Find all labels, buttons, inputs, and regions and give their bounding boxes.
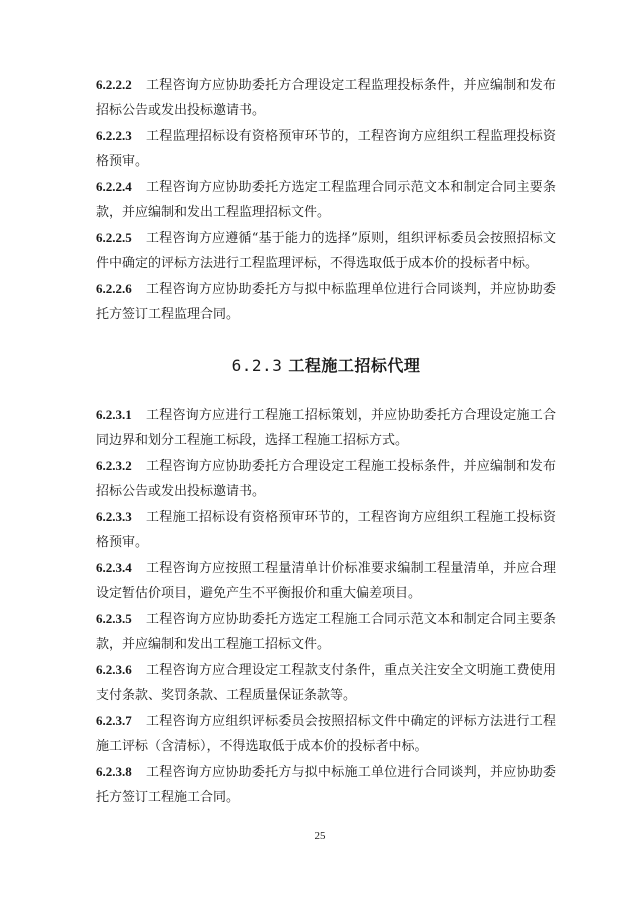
clause-number: 6.2.3.6 bbox=[96, 662, 132, 677]
clause-text: 工程咨询方应进行工程施工招标策划，并应协助委托方合理设定施工合同边界和划分工程施工标段，选择工程施工招标方式。 bbox=[96, 408, 556, 448]
clause-6-2-3-6 bbox=[96, 657, 556, 708]
section-heading bbox=[96, 353, 556, 376]
page-content bbox=[96, 72, 556, 810]
clause-6-2-2-6 bbox=[96, 276, 556, 327]
clause-6-2-3-4 bbox=[96, 555, 556, 606]
clause-number: 6.2.2.2 bbox=[96, 77, 132, 92]
clause-text: 工程咨询方应协助委托方选定工程施工合同示范文本和制定合同主要条款，并应编制和发出工程施工招标文件。 bbox=[96, 612, 556, 652]
clause-text: 工程施工招标设有资格预审环节的，工程咨询方应组织工程施工投标资格预审。 bbox=[96, 510, 556, 550]
clause-text: 工程咨询方应协助委托方合理设定工程监理投标条件，并应编制和发布招标公告或发出投标邀请书。 bbox=[96, 78, 556, 118]
clause-number: 6.2.2.3 bbox=[96, 128, 132, 143]
clause-6-2-3-3 bbox=[96, 504, 556, 555]
clause-number: 6.2.2.4 bbox=[96, 179, 132, 194]
clause-number: 6.2.3.2 bbox=[96, 458, 132, 473]
clause-text: 工程咨询方应协助委托方与拟中标监理单位进行合同谈判，并应协助委托方签订工程监理合同。 bbox=[96, 282, 556, 322]
clause-number: 6.2.3.3 bbox=[96, 509, 132, 524]
clause-number: 6.2.3.7 bbox=[96, 713, 132, 728]
section-title: 工程施工招标代理 bbox=[288, 356, 421, 375]
clause-6-2-2-3 bbox=[96, 123, 556, 174]
clause-text: 工程咨询方应协助委托方选定工程监理合同示范文本和制定合同主要条款，并应编制和发出工程监理招标文件。 bbox=[96, 180, 556, 220]
clause-6-2-2-5 bbox=[96, 225, 556, 276]
clause-text: 工程咨询方应遵循“基于能力的选择”原则，组织评标委员会按照招标文件中确定的评标方法进行工程监理评标，不得选取低于成本价的投标者中标。 bbox=[96, 231, 556, 271]
clause-text: 工程咨询方应合理设定工程款支付条件，重点关注安全文明施工费使用支付条款、奖罚条款、工程质量保证条款等。 bbox=[96, 663, 556, 703]
section-number: 6.2.3 bbox=[231, 356, 283, 375]
clause-number: 6.2.3.8 bbox=[96, 764, 132, 779]
clause-text: 工程咨询方应协助委托方与拟中标施工单位进行合同谈判，并应协助委托方签订工程施工合同。 bbox=[96, 765, 556, 805]
clause-list-6-2-3 bbox=[96, 402, 556, 810]
clause-6-2-3-1 bbox=[96, 402, 556, 453]
clause-number: 6.2.2.6 bbox=[96, 281, 132, 296]
clause-6-2-3-5 bbox=[96, 606, 556, 657]
clause-number: 6.2.3.4 bbox=[96, 560, 132, 575]
clause-6-2-3-8 bbox=[96, 759, 556, 810]
clause-list-6-2-2 bbox=[96, 72, 556, 327]
clause-number: 6.2.3.5 bbox=[96, 611, 132, 626]
clause-6-2-2-2 bbox=[96, 72, 556, 123]
clause-text: 工程咨询方应协助委托方合理设定工程施工投标条件，并应编制和发布招标公告或发出投标邀请书。 bbox=[96, 459, 556, 499]
clause-number: 6.2.3.1 bbox=[96, 407, 132, 422]
clause-6-2-2-4 bbox=[96, 174, 556, 225]
clause-text: 工程咨询方应按照工程量清单计价标准要求编制工程量清单，并应合理设定暂估价项目，避免产生不平衡报价和重大偏差项目。 bbox=[96, 561, 556, 601]
clause-text: 工程咨询方应组织评标委员会按照招标文件中确定的评标方法进行工程施工评标（含清标），不得选取低于成本价的投标者中标。 bbox=[96, 714, 556, 754]
clause-text: 工程监理招标设有资格预审环节的，工程咨询方应组织工程监理投标资格预审。 bbox=[96, 129, 556, 169]
clause-6-2-3-7 bbox=[96, 708, 556, 759]
page-number: 25 bbox=[314, 830, 326, 842]
clause-number: 6.2.2.5 bbox=[96, 230, 132, 245]
clause-6-2-3-2 bbox=[96, 453, 556, 504]
